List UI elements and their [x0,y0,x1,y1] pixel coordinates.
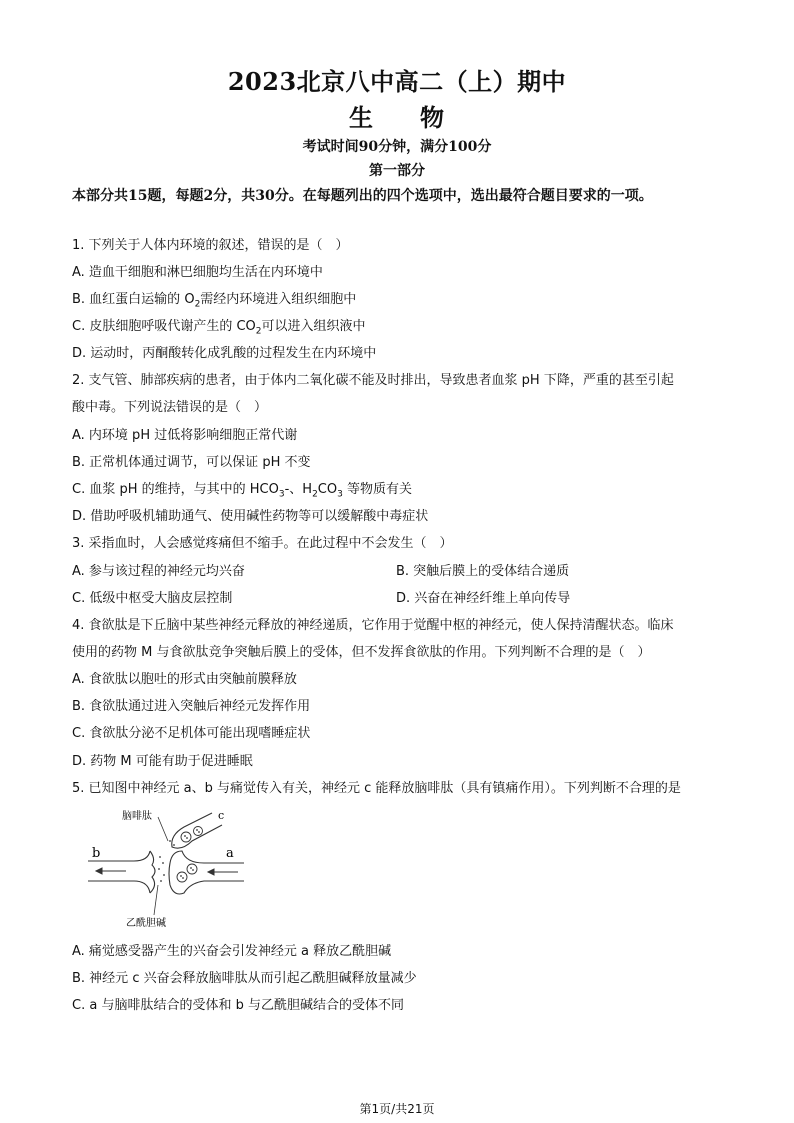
q4-option-b: B. 食欲肽通过进入突触后神经元发挥作用 [72,699,311,714]
q5-stem: 5. 已知图中神经元 a、b 与痛觉传入有关，神经元 c 能释放脑啡肽（具有镇痛作用）。下列判断不合理的是 [72,781,681,796]
q1-option-d: D. 运动时，丙酮酸转化成乳酸的过程发生在内环境中 [72,346,377,361]
q3-option-a: A. 参与该过程的神经元均兴奋 [72,564,245,579]
label-acetylcholine: 乙酰胆碱 [126,918,166,929]
q5-option-c: C. a 与脑啡肽结合的受体和 b 与乙酰胆碱结合的受体不同 [72,998,404,1013]
page-footer: 第1页/共21页 [359,1102,435,1116]
q2-option-a: A. 内环境 pH 过低将影响细胞正常代谢 [72,428,298,443]
q3-stem: 3. 采指血时，人会感觉疼痛但不缩手。在此过程中不会发生（ ） [72,536,453,551]
q4-option-c: C. 食欲肽分泌不足机体可能出现嗜睡症状 [72,726,311,741]
subject-char-1: 生 [349,103,374,132]
q5-option-a: A. 痛觉感受器产生的兴奋会引发神经元 a 释放乙酰胆碱 [72,944,392,959]
section-instructions: 本部分共15题，每题2分，共30分。在每题列出的四个选项中，选出最符合题目要求的一项。 [72,188,653,204]
label-enkephalin: 脑啡肽 [122,811,152,822]
label-neuron-b: b [92,846,101,861]
q2-stem-line2: 酸中毒。下列说法错误的是（ ） [72,400,268,415]
subject-heading [0,98,794,133]
q1-option-b: B. 血红蛋白运输的 $O_2$需经内环境进入组织细胞中 [72,292,357,310]
q2-stem-line1: 2. 支气管、肺部疾病的患者，由于体内二氧化碳不能及时排出，导致患者血浆 pH 下降，严重的甚至引起 [72,373,674,388]
subject-char-2: 物 [420,103,445,132]
q4-stem-line1: 4. 食欲肽是下丘脑中某些神经元释放的神经递质，它作用于觉醒中枢的神经元，使人保持清醒状态。临床 [72,618,674,633]
part-heading: 第一部分 [369,163,425,179]
label-neuron-a: a [226,846,234,861]
q1-option-a: A. 造血干细胞和淋巴细胞均生活在内环境中 [72,265,323,280]
q1-stem: 1. 下列关于人体内环境的叙述，错误的是（ ） [72,238,349,253]
exam-meta: 考试时间90分钟，满分100分 [302,139,492,155]
synapse-diagram [86,805,246,930]
q4-option-d: D. 药物 M 可能有助于促进睡眠 [72,754,253,769]
q4-stem-line2: 使用的药物 M 与食欲肽竞争突触后膜上的受体，但不发挥食欲肽的作用。下列判断不合理的是（ ） [72,645,651,660]
q3-option-b: B. 突触后膜上的受体结合递质 [396,564,570,579]
exam-title: 2023北京八中高二（上）期中 [227,67,567,96]
q2-option-b: B. 正常机体通过调节，可以保证 pH 不变 [72,455,311,470]
q2-option-c: C. 血浆 pH 的维持，与其中的 $HCO_3-$、$H_2CO_3$ 等物质有关 [72,482,412,500]
q5-option-b: B. 神经元 c 兴奋会释放脑啡肽从而引起乙酰胆碱释放量减少 [72,971,417,986]
q2-option-d: D. 借助呼吸机辅助通气、使用碱性药物等可以缓解酸中毒症状 [72,509,429,524]
label-neuron-c: c [218,809,225,822]
q3-option-c: C. 低级中枢受大脑皮层控制 [72,591,233,606]
q1-option-c: C. 皮肤细胞呼吸代谢产生的 $CO_2$可以进入组织液中 [72,319,366,337]
q3-option-d: D. 兴奋在神经纤维上单向传导 [396,591,571,606]
q4-option-a: A. 食欲肽以胞吐的形式由突触前膜释放 [72,672,297,687]
